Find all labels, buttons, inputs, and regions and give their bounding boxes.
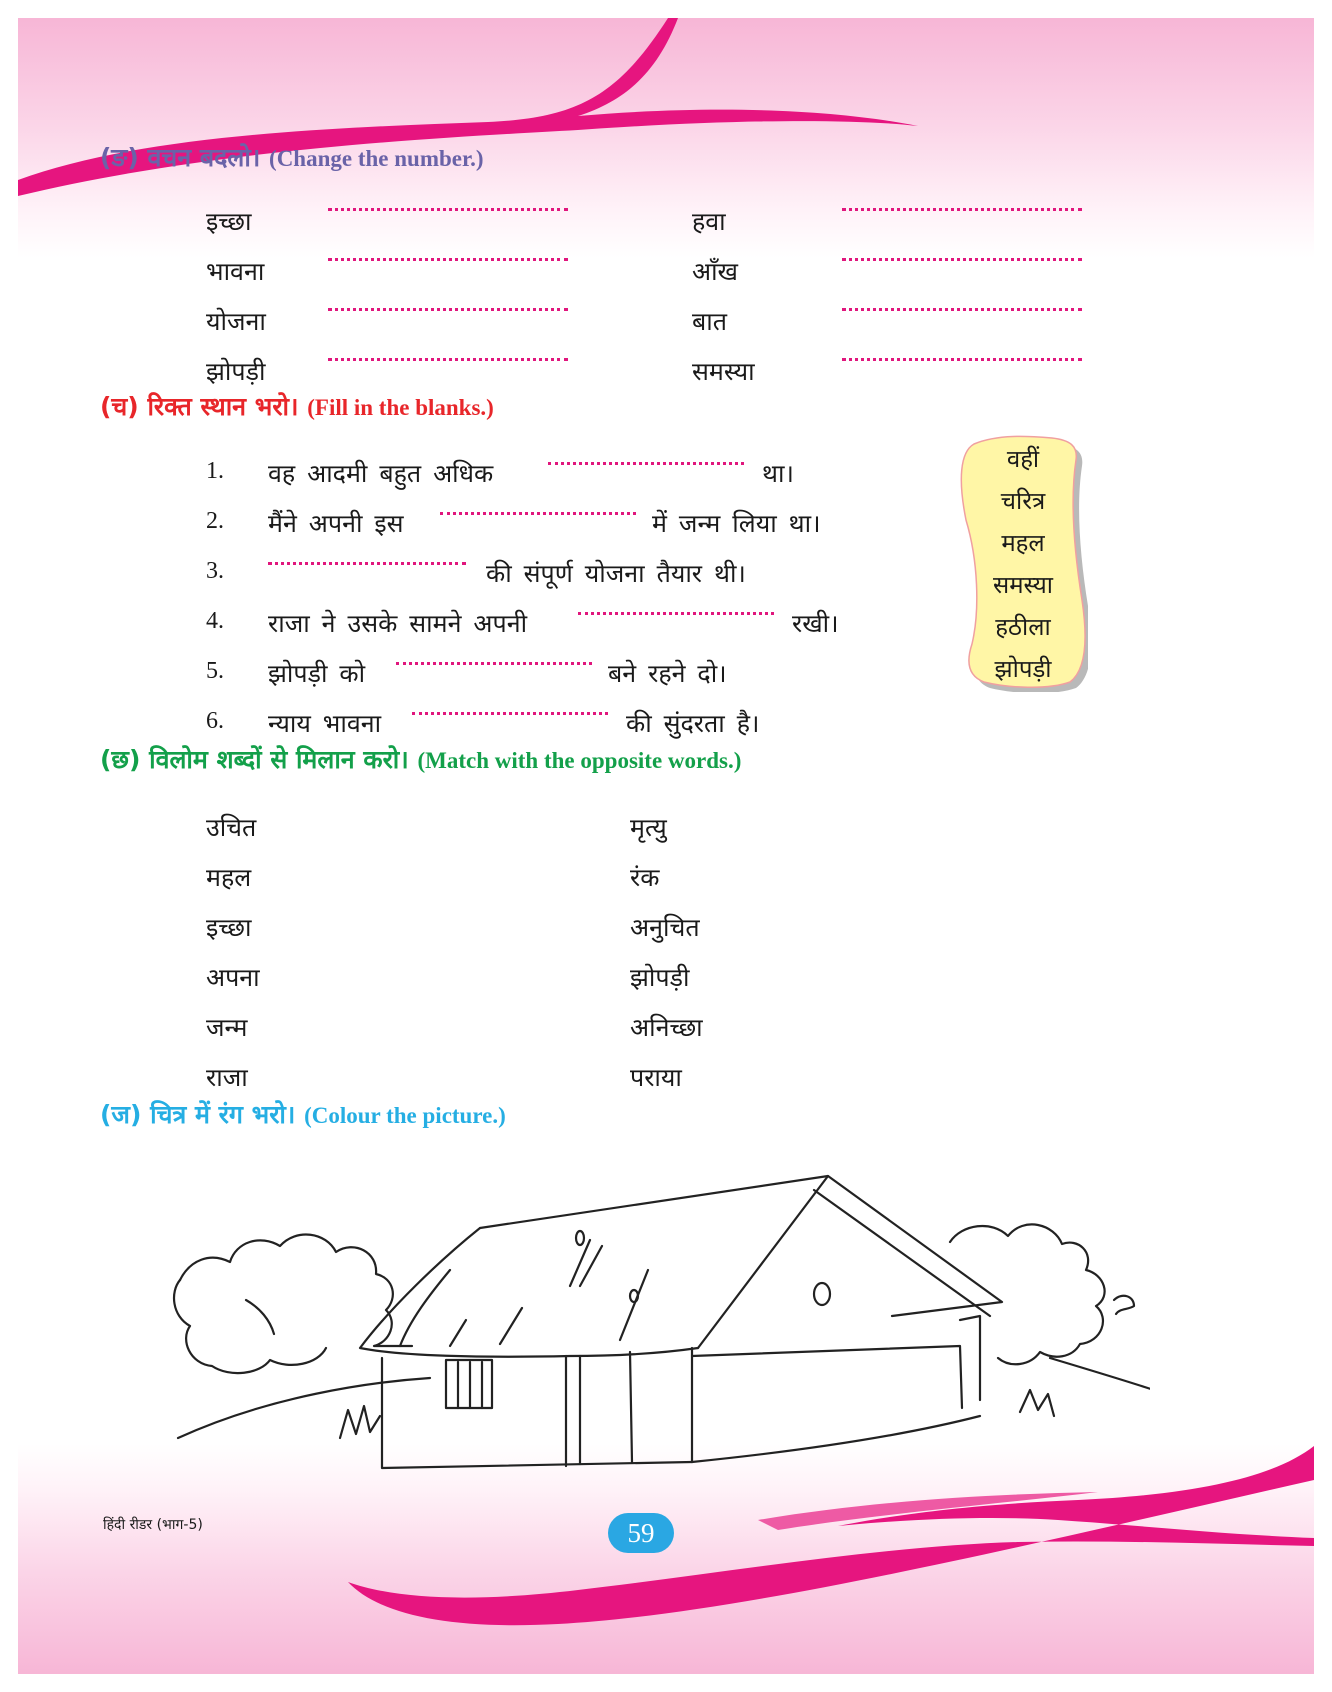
sentence-end: की संपूर्ण योजना तैयार थी।	[486, 559, 746, 588]
section-chh-heading	[100, 742, 741, 776]
match-right-word[interactable]: पराया	[630, 1063, 682, 1092]
page-number: 59	[627, 1517, 655, 1548]
sentence-end: था।	[762, 459, 794, 488]
number-word: योजना	[206, 307, 266, 336]
sentence-end: रखी।	[792, 609, 839, 638]
section-ch-label: (च)	[100, 392, 139, 421]
section-chh-label: (छ)	[100, 745, 141, 774]
fill-blank[interactable]	[548, 462, 744, 465]
match-right-word[interactable]: रंक	[630, 863, 660, 892]
answer-blank[interactable]	[328, 358, 568, 361]
match-left-word[interactable]: राजा	[206, 1063, 248, 1092]
section-e-label: (ङ)	[100, 143, 139, 172]
sentence-end: बने रहने दो।	[608, 659, 727, 688]
page-number-badge	[608, 1513, 674, 1553]
section-j-label: (ज)	[100, 1100, 142, 1129]
match-right-word[interactable]: मृत्यु	[630, 813, 667, 842]
word-bank-word: हठीला	[995, 613, 1051, 641]
fill-blank[interactable]	[396, 662, 592, 665]
item-number: 6.	[206, 708, 224, 734]
word-bank-word: वहीं	[1006, 445, 1040, 473]
match-left-word[interactable]: उचित	[206, 813, 257, 842]
answer-blank[interactable]	[842, 308, 1082, 311]
match-right-word[interactable]: झोपड़ी	[630, 963, 690, 992]
fill-blank[interactable]	[440, 512, 636, 515]
match-left-word[interactable]: महल	[206, 863, 252, 892]
answer-blank[interactable]	[842, 258, 1082, 261]
match-right-word[interactable]: अनिच्छा	[630, 1013, 703, 1042]
section-ch-title-hindi: रिक्त स्थान भरो।	[147, 392, 299, 421]
item-number: 4.	[206, 608, 224, 634]
answer-blank[interactable]	[328, 258, 568, 261]
sentence-start: मैंने अपनी इस	[268, 509, 404, 538]
fill-blank[interactable]	[268, 562, 466, 565]
match-left-word[interactable]: अपना	[206, 963, 260, 992]
fill-blank[interactable]	[578, 612, 774, 615]
match-right-word[interactable]: अनुचित	[630, 913, 700, 942]
hut-line-drawing[interactable]	[150, 1120, 1150, 1480]
item-number: 5.	[206, 658, 224, 684]
section-chh-title-english: (Match with the opposite words.)	[417, 748, 742, 773]
sentence-end: की सुंदरता है।	[626, 709, 760, 738]
section-ch-heading	[100, 389, 494, 423]
sentence-start: राजा ने उसके सामने अपनी	[268, 609, 528, 638]
section-e-title-hindi: वचन बदलो।	[147, 143, 261, 172]
sentence-start: न्याय भावना	[268, 709, 382, 738]
word-bank-box	[958, 430, 1088, 692]
number-word: हवा	[692, 207, 726, 236]
fill-blank[interactable]	[412, 712, 608, 715]
answer-blank[interactable]	[842, 358, 1082, 361]
word-bank-word: चरित्र	[1000, 487, 1046, 515]
answer-blank[interactable]	[842, 208, 1082, 211]
item-number: 2.	[206, 508, 224, 534]
item-number: 3.	[206, 558, 224, 584]
sentence-start: झोपड़ी को	[268, 659, 366, 688]
match-left-word[interactable]: इच्छा	[206, 913, 252, 942]
word-bank-word: समस्या	[992, 571, 1054, 599]
word-bank-word: झोपड़ी	[994, 655, 1052, 683]
item-number: 1.	[206, 458, 224, 484]
number-word: झोपड़ी	[206, 357, 266, 386]
word-bank-word: महल	[1001, 529, 1045, 557]
number-word: इच्छा	[206, 207, 252, 236]
section-chh-title-hindi: विलोम शब्दों से मिलान करो।	[149, 745, 409, 774]
number-word: आँख	[692, 257, 739, 286]
number-word: समस्या	[692, 357, 755, 386]
section-j-title-hindi: चित्र में रंग भरो।	[150, 1100, 296, 1129]
answer-blank[interactable]	[328, 208, 568, 211]
sentence-start: वह आदमी बहुत अधिक	[268, 459, 494, 488]
number-word: भावना	[206, 257, 265, 286]
match-left-word[interactable]: जन्म	[206, 1013, 248, 1042]
section-ch-title-english: (Fill in the blanks.)	[307, 395, 494, 420]
word-bank-list	[958, 438, 1088, 690]
book-title: हिंदी रीडर (भाग-5)	[103, 1517, 203, 1533]
number-word: बात	[692, 307, 728, 336]
sentence-end: में जन्म लिया था।	[652, 509, 821, 538]
section-e-title-english: (Change the number.)	[269, 146, 484, 171]
answer-blank[interactable]	[328, 308, 568, 311]
section-j-title-english: (Colour the picture.)	[304, 1103, 506, 1128]
section-e-heading	[100, 140, 484, 174]
